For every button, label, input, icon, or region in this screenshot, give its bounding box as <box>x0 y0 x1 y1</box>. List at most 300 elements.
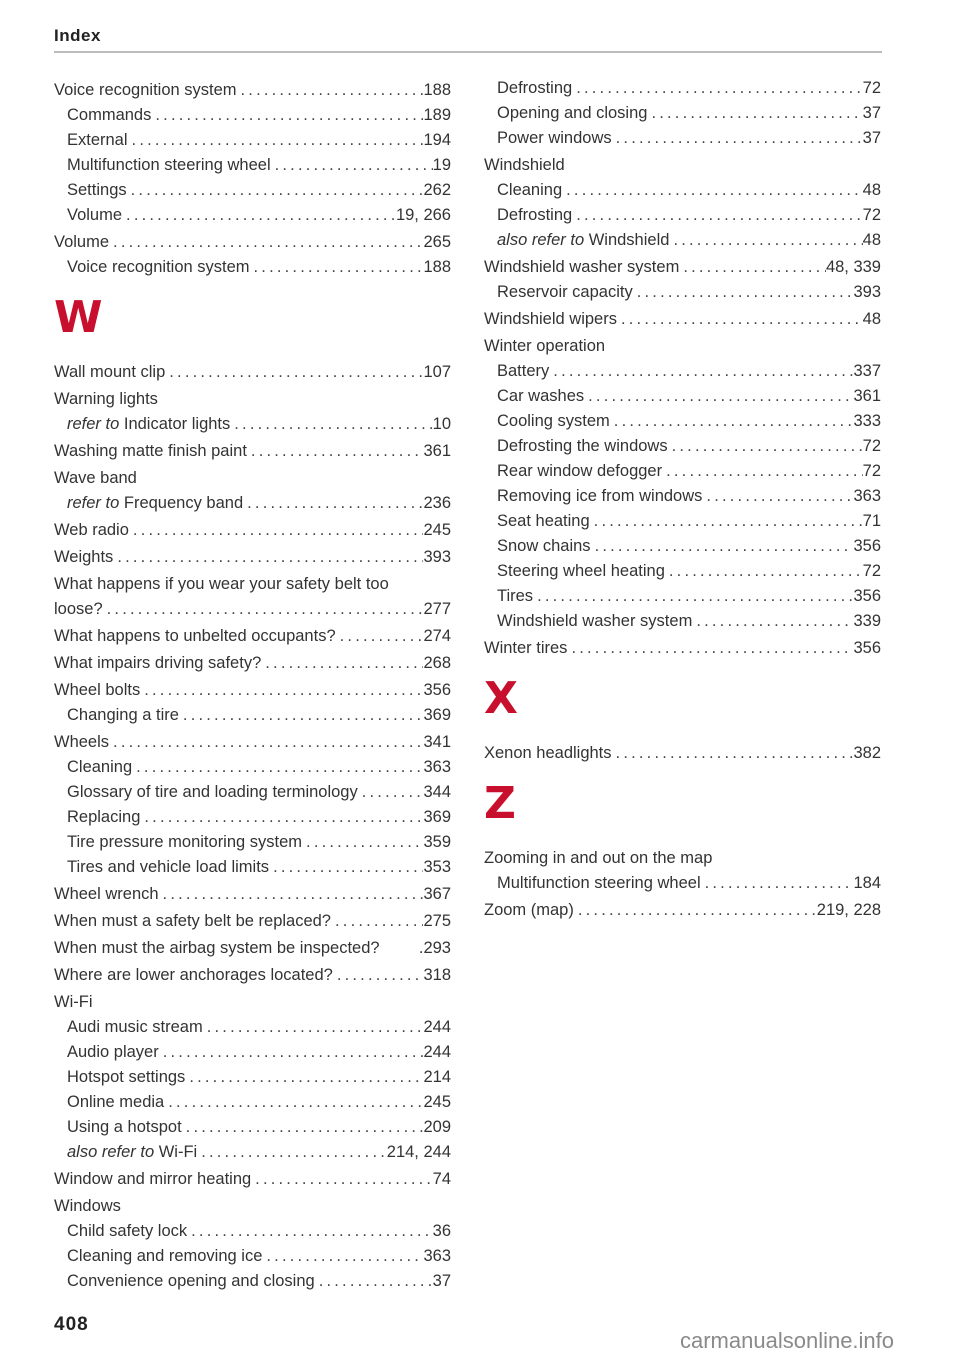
dot-leader <box>333 963 424 988</box>
page-reference: 245 <box>423 1093 451 1111</box>
entry-text: Online media <box>67 1093 165 1111</box>
page-reference: 219, 228 <box>816 901 881 919</box>
entry-text: Zoom (map) <box>484 901 574 919</box>
entry-text: When must the airbag system be inspected? <box>54 939 380 957</box>
index-subentry <box>54 1269 451 1294</box>
dot-leader <box>590 509 863 534</box>
entry-text: Reservoir capacity <box>497 283 633 301</box>
entry-label <box>484 409 610 434</box>
entry-label <box>484 636 567 661</box>
page-reference: 359 <box>423 833 451 851</box>
entry-label <box>484 126 612 151</box>
watermark: carmanualsonline.info <box>680 1328 895 1353</box>
entry-label <box>484 509 590 534</box>
entry-text: Windshield <box>588 231 670 249</box>
dot-leader <box>572 203 862 228</box>
entry-label <box>54 755 132 780</box>
index-entry <box>484 255 881 280</box>
page-reference: 214 <box>423 1068 451 1086</box>
dot-leader <box>701 871 854 896</box>
page-reference: 262 <box>423 181 451 199</box>
entry-label <box>54 178 127 203</box>
index-subentry <box>484 203 881 228</box>
page-reference: 367 <box>423 885 451 903</box>
index-subentry <box>54 128 451 153</box>
entry-label <box>484 153 565 178</box>
cross-reference-prefix: also refer to <box>497 231 585 249</box>
index-subentry <box>54 805 451 830</box>
index-subentry <box>54 412 451 437</box>
entry-text: Replacing <box>67 808 141 826</box>
dot-leader <box>113 545 423 570</box>
entry-label <box>54 936 380 961</box>
page-reference: .293 <box>418 939 451 957</box>
dot-leader <box>567 636 853 661</box>
index-entry <box>54 466 451 491</box>
index-subentry <box>54 855 451 880</box>
entry-text: Glossary of tire and loading terminology <box>67 783 358 801</box>
entry-text: Frequency band <box>123 494 244 512</box>
index-entry <box>484 636 881 661</box>
index-subentry <box>54 1244 451 1269</box>
index-subentry <box>484 280 881 305</box>
entry-text: Power windows <box>497 129 612 147</box>
page-reference: 265 <box>423 233 451 251</box>
entry-label <box>54 1015 203 1040</box>
entry-text: Windshield washer system <box>484 258 680 276</box>
dot-leader <box>103 597 424 622</box>
page-reference: 393 <box>423 548 451 566</box>
index-subentry <box>54 153 451 178</box>
dot-leader <box>565 153 881 178</box>
entry-text: External <box>67 131 128 149</box>
page-reference: 37 <box>862 104 881 122</box>
index-subentry <box>484 101 881 126</box>
entry-label <box>54 387 158 412</box>
cross-reference-prefix: refer to <box>67 415 120 433</box>
page-reference: 74 <box>432 1170 451 1188</box>
dot-leader <box>247 439 424 464</box>
page-reference: 184 <box>853 874 881 892</box>
entry-label <box>54 153 271 178</box>
dot-leader <box>109 230 423 255</box>
dot-leader <box>302 830 423 855</box>
page-reference: 393 <box>853 283 881 301</box>
page-reference: 363 <box>853 487 881 505</box>
dot-leader <box>668 434 863 459</box>
dot-leader <box>665 559 863 584</box>
dot-leader <box>230 412 432 437</box>
page-reference: 275 <box>423 912 451 930</box>
entry-label <box>484 280 633 305</box>
entry-label <box>484 741 612 766</box>
entry-label <box>54 651 261 676</box>
index-subentry <box>484 484 881 509</box>
page-reference: 19, 266 <box>395 206 451 224</box>
entry-text: Rear window defogger <box>497 462 663 480</box>
dot-leader <box>336 624 424 649</box>
entry-text: Windshield washer system <box>497 612 693 630</box>
index-subentry <box>484 126 881 151</box>
entry-label <box>54 1040 159 1065</box>
index-subentry <box>54 703 451 728</box>
index-entry <box>54 909 451 934</box>
index-entry <box>54 518 451 543</box>
index-entry <box>54 990 451 1015</box>
page-reference: 277 <box>423 600 451 618</box>
entry-text: Tires and vehicle load limits <box>67 858 270 876</box>
entry-text: Wheel wrench <box>54 885 159 903</box>
index-subentry <box>54 103 451 128</box>
entry-text: Tires <box>497 587 534 605</box>
page-reference: 72 <box>862 79 881 97</box>
dot-leader <box>137 466 451 491</box>
header-divider <box>54 51 882 53</box>
page-reference: 339 <box>853 612 881 630</box>
page-reference: 188 <box>423 258 451 276</box>
entry-label <box>54 572 389 597</box>
page-reference: 244 <box>423 1043 451 1061</box>
dot-leader <box>140 805 423 830</box>
dot-leader <box>358 780 424 805</box>
cross-reference-prefix: refer to <box>67 494 120 512</box>
entry-label <box>484 484 702 509</box>
dot-leader <box>250 255 424 280</box>
entry-label <box>484 178 562 203</box>
entry-label <box>54 128 128 153</box>
entry-text: Defrosting <box>497 79 573 97</box>
page-reference: 194 <box>423 131 451 149</box>
index-subentry <box>54 203 451 228</box>
entry-label <box>484 584 533 609</box>
index-entry <box>54 360 451 385</box>
page-reference: 48 <box>862 181 881 199</box>
index-entry <box>484 307 881 332</box>
dot-leader <box>109 730 423 755</box>
index-subentry <box>484 871 881 896</box>
entry-text: Cleaning and removing ice <box>67 1247 263 1265</box>
entry-text: Xenon headlights <box>484 744 612 762</box>
entry-text: Web radio <box>54 521 129 539</box>
entry-label <box>54 909 331 934</box>
dot-leader <box>140 678 423 703</box>
index-entry <box>484 741 881 766</box>
entry-text: Winter tires <box>484 639 568 657</box>
dot-leader <box>121 1194 451 1219</box>
index-column-left <box>54 76 451 1294</box>
entry-text: Wall mount clip <box>54 363 166 381</box>
dot-leader <box>572 76 862 101</box>
entry-text: Windows <box>54 1197 121 1215</box>
page-reference: 244 <box>423 1018 451 1036</box>
entry-label <box>54 1090 164 1115</box>
index-subentry <box>54 1090 451 1115</box>
dot-leader <box>605 334 881 359</box>
entry-label <box>484 228 669 253</box>
dot-leader <box>159 1040 424 1065</box>
entry-text: What happens to unbelted occupants? <box>54 627 336 645</box>
index-entry <box>54 624 451 649</box>
entry-text: Convenience opening and closing <box>67 1272 315 1290</box>
entry-label <box>484 255 679 280</box>
index-subentry <box>484 384 881 409</box>
entry-label <box>54 597 103 622</box>
entry-text: loose? <box>54 600 103 618</box>
index-subentry <box>484 434 881 459</box>
page-reference: 274 <box>423 627 451 645</box>
dot-leader <box>669 228 862 253</box>
index-subentry <box>54 178 451 203</box>
entry-text: When must a safety belt be replaced? <box>54 912 331 930</box>
dot-leader <box>185 1065 423 1090</box>
section-letter-heading: Z <box>484 778 516 829</box>
page-reference: 369 <box>423 808 451 826</box>
dot-leader <box>127 178 424 203</box>
dot-leader <box>251 1167 432 1192</box>
dot-leader <box>151 103 423 128</box>
page-number: 408 <box>54 1314 89 1335</box>
entry-text: Where are lower anchorages located? <box>54 966 333 984</box>
index-entry <box>54 730 451 755</box>
entry-label <box>484 101 647 126</box>
entry-label <box>54 1219 187 1244</box>
page-reference: 209 <box>423 1118 451 1136</box>
page-reference: 333 <box>853 412 881 430</box>
page-reference: 214, 244 <box>386 1143 451 1161</box>
page-reference: 268 <box>423 654 451 672</box>
entry-label <box>484 434 668 459</box>
page-reference: 72 <box>862 562 881 580</box>
index-subentry <box>54 1115 451 1140</box>
entry-text: Removing ice from windows <box>497 487 703 505</box>
page-reference: 363 <box>423 1247 451 1265</box>
dot-leader <box>692 609 853 634</box>
page-reference: 318 <box>423 966 451 984</box>
dot-leader <box>331 909 423 934</box>
entry-text: Cooling system <box>497 412 610 430</box>
page-reference: 337 <box>853 362 881 380</box>
entry-label <box>54 1244 262 1269</box>
dot-leader <box>584 384 853 409</box>
page-reference: 245 <box>423 521 451 539</box>
page-reference: 188 <box>423 81 451 99</box>
entry-label <box>54 518 129 543</box>
entry-label <box>54 624 336 649</box>
entry-text: Defrosting the windows <box>497 437 668 455</box>
page-reference: 19 <box>432 156 451 174</box>
page-reference: 356 <box>853 587 881 605</box>
dot-leader <box>129 518 424 543</box>
index-subentry <box>484 534 881 559</box>
index-subentry <box>484 359 881 384</box>
entry-text: Changing a tire <box>67 706 179 724</box>
entry-text: Battery <box>497 362 550 380</box>
entry-text: Tire pressure monitoring system <box>67 833 303 851</box>
cross-reference-prefix: also refer to <box>67 1143 155 1161</box>
entry-text: Wheel bolts <box>54 681 141 699</box>
dot-leader <box>574 898 817 923</box>
entry-label <box>54 78 237 103</box>
dot-leader <box>92 990 451 1015</box>
page-reference: 369 <box>423 706 451 724</box>
entry-label <box>54 412 230 437</box>
index-subentry <box>484 228 881 253</box>
entry-label <box>54 439 247 464</box>
entry-text: Washing matte finish paint <box>54 442 247 460</box>
entry-text: Window and mirror heating <box>54 1170 252 1188</box>
entry-text: Commands <box>67 106 152 124</box>
entry-text: Wi-Fi <box>158 1143 198 1161</box>
page-reference: 353 <box>423 858 451 876</box>
index-subentry <box>54 830 451 855</box>
page-reference: 236 <box>423 494 451 512</box>
entry-label <box>54 678 140 703</box>
index-entry <box>54 651 451 676</box>
page-reference: 36 <box>432 1222 451 1240</box>
page-reference: 356 <box>423 681 451 699</box>
page-reference: 37 <box>432 1272 451 1290</box>
dot-leader <box>617 307 863 332</box>
entry-label <box>54 780 358 805</box>
dot-leader <box>179 703 424 728</box>
entry-label <box>54 255 250 280</box>
dot-leader <box>679 255 826 280</box>
index-entry <box>54 597 451 622</box>
page-header-title: Index <box>54 26 101 45</box>
index-subentry <box>484 178 881 203</box>
entry-text: Steering wheel heating <box>497 562 665 580</box>
page-reference: 48, 339 <box>825 258 881 276</box>
index-entry <box>54 963 451 988</box>
index-subentry <box>484 609 881 634</box>
index-subentry <box>484 459 881 484</box>
entry-label <box>54 103 151 128</box>
dot-leader <box>128 128 424 153</box>
dot-leader <box>187 1219 433 1244</box>
index-entry <box>484 334 881 359</box>
page-reference: 356 <box>853 639 881 657</box>
entry-text: Audio player <box>67 1043 159 1061</box>
entry-label <box>54 1115 182 1140</box>
index-entry <box>54 1194 451 1219</box>
index-entry <box>54 387 451 412</box>
page-reference: 48 <box>862 310 881 328</box>
entry-label <box>54 230 109 255</box>
index-subentry <box>54 1015 451 1040</box>
index-subentry <box>484 559 881 584</box>
entry-label <box>484 871 701 896</box>
entry-text: Settings <box>67 181 127 199</box>
index-entry <box>484 153 881 178</box>
index-subentry <box>484 76 881 101</box>
entry-label <box>484 609 692 634</box>
entry-text: Wheels <box>54 733 110 751</box>
dot-leader <box>647 101 862 126</box>
page-reference: 361 <box>423 442 451 460</box>
dot-leader <box>591 534 854 559</box>
index-entry <box>484 898 881 923</box>
dot-leader <box>271 153 433 178</box>
page-reference: 382 <box>853 744 881 762</box>
entry-label <box>54 545 113 570</box>
dot-leader <box>159 882 424 907</box>
index-subentry <box>54 780 451 805</box>
entry-label <box>54 882 159 907</box>
index-subentry <box>484 509 881 534</box>
entry-label <box>54 1269 315 1294</box>
entry-text: Defrosting <box>497 206 573 224</box>
index-entry <box>54 439 451 464</box>
index-entry <box>54 545 451 570</box>
entry-label <box>484 76 572 101</box>
dot-leader <box>610 409 854 434</box>
entry-text: What impairs driving safety? <box>54 654 262 672</box>
index-subentry <box>54 755 451 780</box>
entry-text: Cleaning <box>67 758 133 776</box>
dot-leader <box>203 1015 424 1040</box>
page-reference: 363 <box>423 758 451 776</box>
entry-text: Cleaning <box>497 181 563 199</box>
dot-leader <box>132 755 423 780</box>
entry-label <box>54 703 179 728</box>
dot-leader <box>662 459 863 484</box>
entry-label <box>54 805 140 830</box>
dot-leader <box>612 126 863 151</box>
page-reference: 10 <box>432 415 451 433</box>
entry-text: Snow chains <box>497 537 591 555</box>
page-reference: 361 <box>853 387 881 405</box>
entry-label <box>54 1167 251 1192</box>
dot-leader <box>712 846 881 871</box>
index-subentry <box>484 409 881 434</box>
entry-text: Hotspot settings <box>67 1068 186 1086</box>
entry-label <box>484 459 662 484</box>
section-letter-heading: W <box>54 292 103 343</box>
dot-leader <box>262 1244 423 1269</box>
entry-text: Audi music stream <box>67 1018 203 1036</box>
entry-text: Windshield wipers <box>484 310 617 328</box>
entry-label <box>484 534 591 559</box>
entry-text: Voice recognition system <box>54 81 237 99</box>
page-reference: 356 <box>853 537 881 555</box>
entry-text: Windshield <box>484 156 565 174</box>
entry-label <box>54 203 122 228</box>
index-subentry <box>54 1140 451 1165</box>
entry-label <box>484 203 572 228</box>
dot-leader <box>389 572 451 597</box>
entry-label <box>484 846 712 871</box>
dot-leader <box>237 78 424 103</box>
entry-label <box>484 559 665 584</box>
dot-leader <box>633 280 854 305</box>
entry-text: Seat heating <box>497 512 590 530</box>
entry-text: Multifunction steering wheel <box>67 156 271 174</box>
entry-label <box>484 307 617 332</box>
index-entry <box>54 882 451 907</box>
page-reference: 72 <box>862 206 881 224</box>
dot-leader <box>243 491 423 516</box>
page-reference: 341 <box>423 733 451 751</box>
dot-leader <box>315 1269 433 1294</box>
dot-leader <box>158 387 451 412</box>
entry-label <box>54 730 109 755</box>
index-subentry <box>54 1040 451 1065</box>
entry-label <box>54 1194 121 1219</box>
dot-leader <box>261 651 423 676</box>
dot-leader <box>165 360 423 385</box>
page-reference: 48 <box>862 231 881 249</box>
entry-text: Winter operation <box>484 337 606 355</box>
